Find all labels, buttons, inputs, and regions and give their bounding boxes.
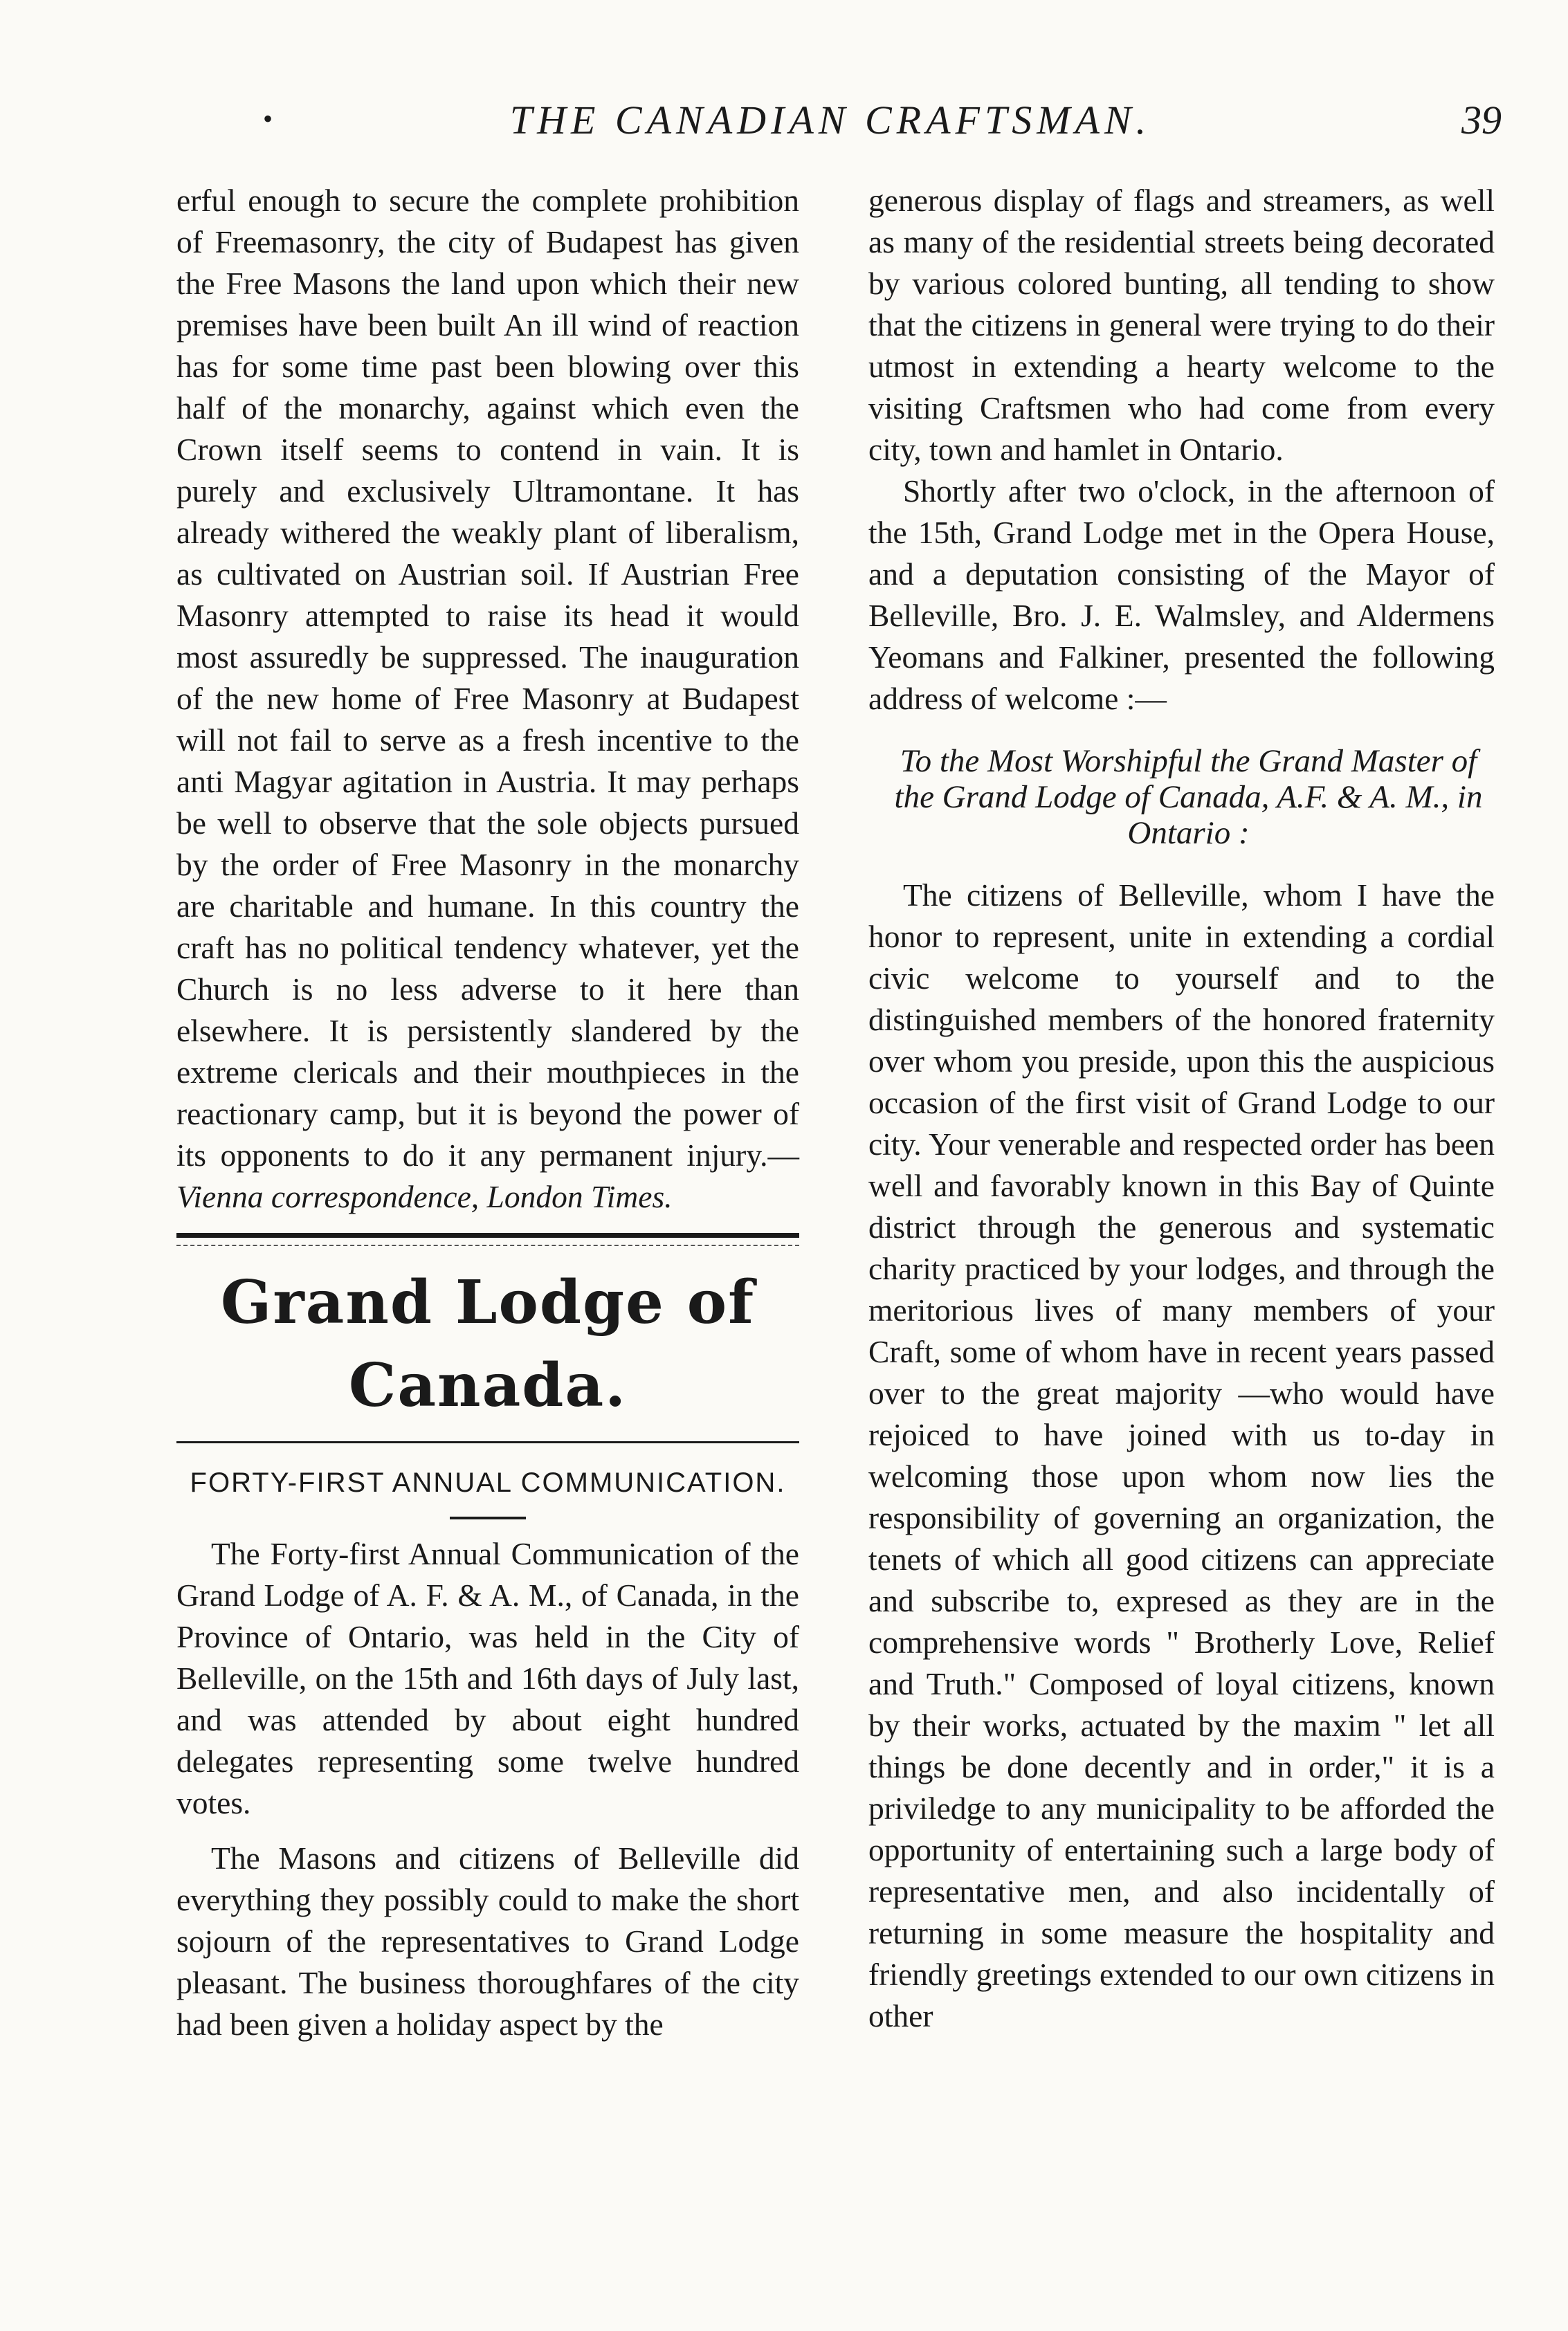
paragraph-spacer xyxy=(176,1824,799,1838)
header-dot: • xyxy=(263,103,273,134)
section-title: FORTY-FIRST ANNUAL COMMUNICATION. xyxy=(190,1468,786,1498)
article-paragraph-2: The Masons and citizens of Belleville did everything they possibly could to make the short sojourn of the representatives to Grand Lodge pleasant. The business thoroughfares of the city had been given a holiday aspect by the xyxy=(176,1840,799,2042)
section-divider-heavy xyxy=(176,1233,799,1238)
page-number: 39 xyxy=(1461,98,1502,143)
section-divider-dashed xyxy=(176,1245,799,1246)
address-body: The citizens of Belleville, whom I have the honor to represent, unite in extending a cordial civic welcome to yourself and to the distinguished members of the honored fraternity over whom you preside, upon this the auspicious occasion of the first visit of Grand Lodge to our city. Your venerable and respected order has been well and favorably known in this Bay of Quinte district through the generous and systematic charity practiced by your lodges, and through the meritorious lives of many members of your Craft, some of whom have in recent years passed over to the great majority —who would have rejoiced to have joined with us to-day in welcoming those upon whom now lies the responsibility of governing an organization, the tenets of which all good citizens can appreciate and subscribe to, expresed as they are in the comprehensive words " Brotherly Love, Relief and Truth." Composed of loyal citizens, known by their works, actuated by the maxim " let all things be done decently and in order," it is a priviledge to any municipality to be afforded the opportunity of entertaining such a large body of representative men, and also incidentally of returning in some measure the hospitality and friendly greetings extended to our own citizens in other xyxy=(868,877,1495,2033)
article-citation: Vienna correspondence, London Times. xyxy=(176,1179,673,1214)
running-head xyxy=(159,97,1502,145)
article-paragraph-1: The Forty-first Annual Communication of the Grand Lodge of A. F. & A. M., of Canada, in the Province of Ontario, was held in the City of Belleville, on the 15th and 16th days of July last, and was attended by about eight hundred delegates representing some twelve hundred votes. xyxy=(176,1536,799,1820)
right-column xyxy=(868,180,1495,2037)
left-column xyxy=(176,180,799,2045)
article-paragraph-continued: generous display of flags and streamers, as well as many of the residential streets being decorated by various colored bunting, all tending to show that the citizens in general were trying to do their utmost in extending a hearty welcome to the visiting Craftsmen who had come from every city, town and hamlet in Ontario. xyxy=(868,183,1495,467)
intro-paragraph: erful enough to secure the complete prohibition of Freemasonry, the city of Budapest has given the Free Masons the land upon which their new premises have been built An ill wind of reaction has for some time past been blowing over this half of the monarchy, against which even the Crown itself seems to contend in vain. It is purely and exclusively Ultramontane. It has already withered the weakly plant of liberalism, as cultivated on Austrian soil. If Austrian Free Masonry attempted to raise its head it would most assuredly be suppressed. The inauguration of the new home of Free Masonry at Budapest will not fail to serve as a fresh incentive to the anti Magyar agitation in Austria. It may perhaps be well to observe that the sole objects pursued by the order of Free Masonry in the monarchy are charitable and humane. In this country the craft has no political tendency whatever, yet the Church is no less adverse to it here than elsewhere. It is persistently slandered by the extreme clericals and their mouthpieces in the reactionary camp, but it is beyond the power of its opponents to do it any permanent injury.— xyxy=(176,183,799,1173)
masthead-rule xyxy=(176,1441,799,1443)
publication-title: THE CANADIAN CRAFTSMAN. xyxy=(509,98,1151,143)
article-paragraph-3: Shortly after two o'clock, in the afternoon of the 15th, Grand Lodge met in the Opera House, and a deputation consisting of the Mayor of Belleville, Bro. J. E. Walmsley, and Aldermens Yeomans and Falkiner, presented the following address of welcome :— xyxy=(868,473,1495,716)
address-salutation: To the Most Worshipful the Grand Master of the Grand Lodge of Canada, A.F. & A. M., in Ontario : xyxy=(894,743,1483,851)
masthead-grand-lodge: Grand Lodge of Canada. xyxy=(220,1268,756,1420)
continued-article-text xyxy=(176,180,799,1218)
short-divider xyxy=(450,1517,526,1519)
